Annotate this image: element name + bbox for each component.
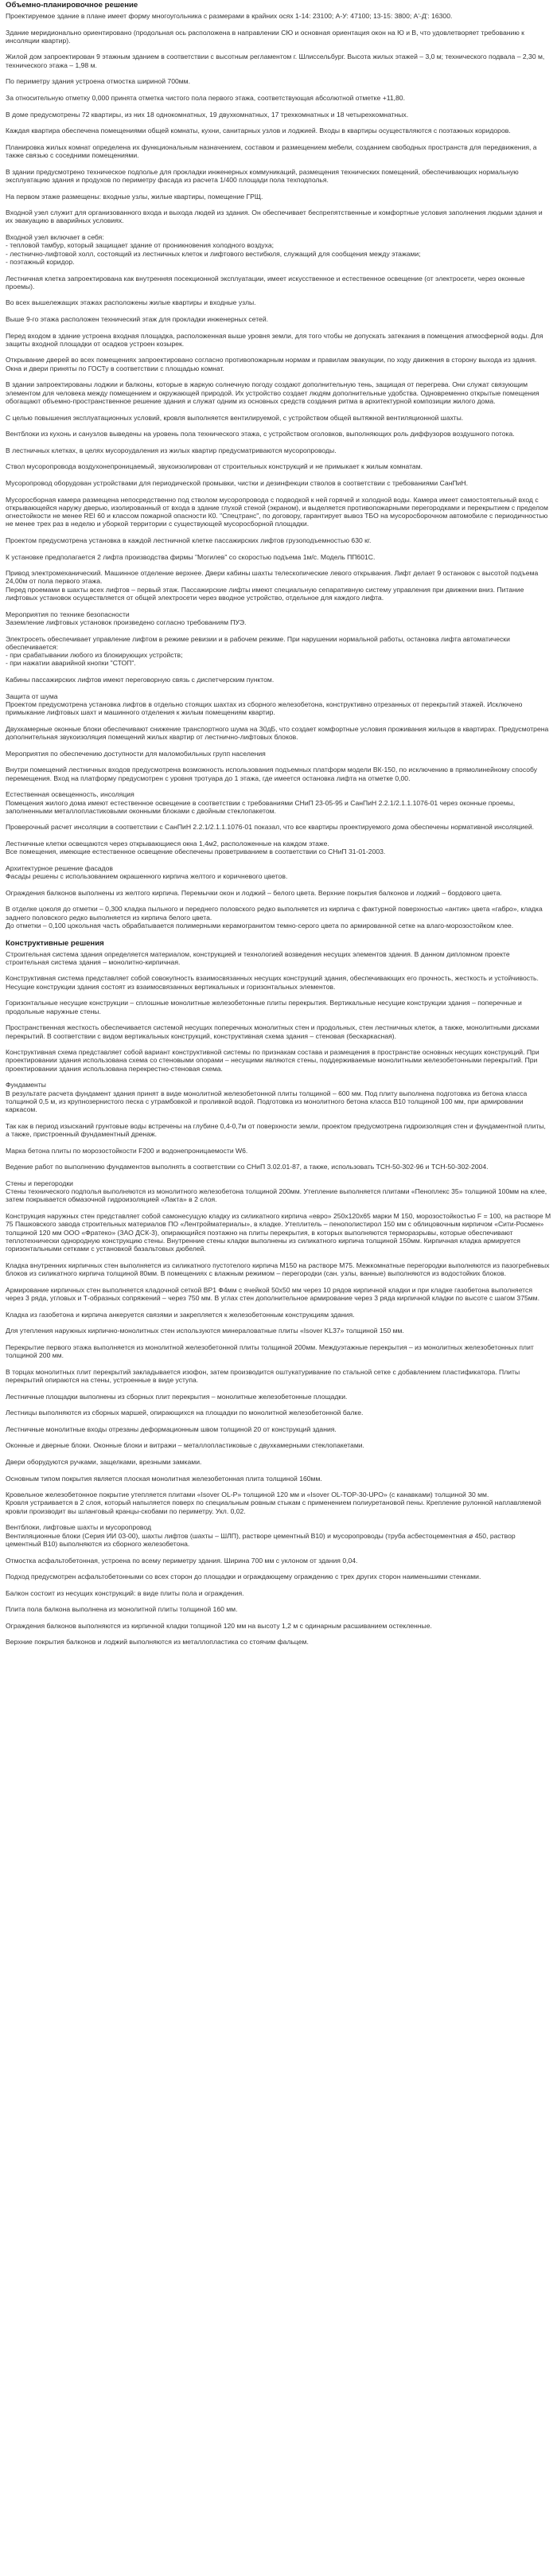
paragraph: Двухкамерные оконные блоки обеспечивают снижение транспортного шума на 30дБ, что создает комфортные условия проживания жильцов в квартирах. Предусмотрена дополнительная звукоизоляция помещений жилых квартир от лестнично-лифтовых блоков. xyxy=(6,724,549,742)
paragraph: В лестничных клетках, в целях мусороудаления из жилых квартир предусматриваются мусоропроводы. xyxy=(6,446,337,454)
paragraph: Оконные и дверные блоки. Оконные блоки и витражи – металлопластиковые с двухкамерными стеклопакетами. xyxy=(6,1441,364,1450)
paragraph: Лестницы выполняются из сборных маршей, опирающихся на площадки по монолитной железобетонной балке. xyxy=(6,1409,364,1417)
paragraph: Вентблоки из кухонь и санузлов выведены на уровень пола технического этажа, с устройством оголовков, выполняющих роль диффузоров воздушного потока. xyxy=(6,430,515,438)
section-structural-body xyxy=(6,950,551,1647)
section-structural xyxy=(6,938,551,1647)
paragraph: Строительная система здания определяется материалом, конструкцией и технологией возведения несущих элементов здания. В данном дипломном проекте строительная система здания – монолитно-кирпичная. xyxy=(6,949,510,966)
paragraph: Каждая квартира обеспечена помещениями общей комнаты, кухни, санитарных узлов и лоджией. Входы в квартиры осуществляются с поэтажных коридоров. xyxy=(6,127,511,135)
paragraph: В отделке цоколя до отметки – 0,300 кладка пыльного и переднего половского редко выполняется из кирпича с фактурной поверхностью «антик» цвета «габро», кладка заднего половского редко выполняется из кирпича белого цвета. До отметки – 0,100 цокольная часть обрабатывается полимерными керамогранитом темно-серого цвета по армированной сетке на влаго-морозостойком клее. xyxy=(6,905,543,929)
paragraph: Подход предусмотрен асфальтобетонными со всех сторон до площадки и ограждающему ограждению с трех других сторон наименьшими стенками. xyxy=(6,1572,481,1581)
section-title-structural: Конструктивные решения xyxy=(6,938,104,948)
paragraph: Кабины пассажирских лифтов имеют переговорную связь с диспетчерским пунктом. xyxy=(6,676,275,684)
paragraph: Выше 9-го этажа расположен технический этаж для прокладки инженерных сетей. xyxy=(6,314,269,323)
paragraph: Плита пола балкона выполнена из монолитной плиты толщиной 160 мм. xyxy=(6,1605,238,1614)
paragraph: Лестничные монолитные входы отрезаны деформационным швом толщиной 20 от конструкций здания. xyxy=(6,1424,337,1433)
paragraph: Стены и перегородки Стены технического подполья выполняются из монолитного железобетона толщиной 200мм. Утепление выполняется плитами «Пеноплекс 35» толщиной 100мм на клее, затем покрывается обмазочной гидроизоляцией «Лакта» в 2 слоя. xyxy=(6,1179,547,1204)
paragraph: Привод электромеханический. Машинное отделение верхнее. Двери кабины шахты телескопические левого открывания. Лифт делает 9 остановок с высотой подъема 24,00м от пола первого этажа. Перед проемами в шахты всех лифтов – первый этаж. Пассажирские лифты имеют специальную сепаративную систему управления при движении вниз. Питание лифтовых установок осуществляется от общей электросети через вводное устройство, отдельное для каждого лифта. xyxy=(6,569,539,602)
paragraph: Входной узел включает в себя: - тепловой тамбур, который защищает здание от проникновения холодного воздуха; - лестнично-лифтовой холл, состоящий из лестничных клеток и лифтового вестибюля, служащий для сообщения между этажами; - поэтажный коридор. xyxy=(6,233,421,266)
paragraph: Отмостка асфальтобетонная, устроена по всему периметру здания. Ширина 700 мм с уклоном от здания 0,04. xyxy=(6,1556,358,1565)
paragraph: Так как в период изысканий грунтовые воды встречены на глубине 0,4-0,7м от поверхности земли, проектом предусмотрена гидроизоляция стен и фундаментной плиты, а также, пристроенный фундаментный дренаж. xyxy=(6,1121,546,1139)
paragraph: Проектируемое здание в плане имеет форму многоугольника с размерами в крайних осях 1-14: 23100; А-У: 47100; 13-15: 3800; А'-Д': 16300. xyxy=(6,12,453,20)
paragraph: Армирование кирпичных стен выполняется кладочной сеткой ВР1 Ф4мм с ячейкой 50х50 мм через 10 рядов кирпичной кладки и при кладке газобетона выполняется через 3 ряда, угловых и Т-образных сопряжений – через 750 мм. В углах стен дополнительное армирование через 3 ряда кирпичной кладки по высоте с шагом 375мм. xyxy=(6,1285,539,1303)
paragraph: Защита от шума Проектом предусмотрена установка лифтов в отдельно стоящих шахтах из сборного железобетона, конструктивно отрезанных от перекрытий этажей. Исключено примыкание лифтовых шахт и машинного отделения к жилым помещениям квартир. xyxy=(6,692,523,717)
paragraph: В здании запроектированы лоджии и балконы, которые в жаркую солнечную погоду создают дополнительную тень, защищая от перегрева. Они служат связующим элементом для человека между помещением и окружающей природой. Их устройство создает людям дополнительные удобства. Одновременно открытые помещения обогащают объемно-пространственное решение здания и служат одним из основных средств создания ритма в архитектурной композиции жилого дома. xyxy=(6,380,539,405)
paragraph: Основным типом покрытия является плоская монолитная железобетонная плита толщиной 160мм. xyxy=(6,1474,322,1483)
paragraph: Ведение работ по выполнению фундаментов выполнять в соответствии со СНиП 3.02.01-87, а также, использовать ТСН-50-302-96 и ТСН-50-302-2004. xyxy=(6,1163,489,1171)
paragraph: Ограждения балконов выполнены из желтого кирпича. Перемычки окон и лоджий – белого цвета. Верхние покрытия балконов и лоджий – бордового цвета. xyxy=(6,888,502,897)
paragraph: Пространственная жесткость обеспечивается системой несущих поперечных монолитных стен и продольных, стен лестничных клеток, а также, монолитными дисками перекрытий. В соответствии с видом вертикальных конструкций, конструктивная схема здания – стеновая (бескаркасная). xyxy=(6,1023,539,1040)
paragraph: Фундаменты В результате расчета фундамент здания принят в виде монолитной железобетонной плиты толщиной – 600 мм. Под плиту выполнена подготовка из бетона класса толщиной 0,5 м, из крупнозернистого песка с утрамбовкой и проливкой водой. Подготовка из монолитного бетона класса В10 толщиной 100 мм, при армировании каркасом. xyxy=(6,1081,528,1114)
paragraph: Верхние покрытия балконов и лоджий выполняются из металлопластика со стоячим фальцем. xyxy=(6,1638,309,1647)
section-planning-body xyxy=(6,12,551,929)
paragraph: За относительную отметку 0,000 принята отметка чистого пола первого этажа, соответствующая абсолютной отметке +11,80. xyxy=(6,93,405,102)
paragraph: Мероприятия по технике безопасности Заземление лифтовых установок произведено согласно требованиям ПУЭ. xyxy=(6,610,247,626)
paragraph: В здании предусмотрено техническое подполье для прокладки инженерных коммуникаций, размещения технических помещений, обеспечивающих нормальную эксплуатацию здания и продухов по периметру фасада из расчета 1/400 площади пола техподполья. xyxy=(6,167,519,184)
paragraph: Открывание дверей во всех помещениях запроектировано согласно противопожарным нормам и правилам эвакуации, по ходу движения в сторону выхода из здания. Окна и двери приняты по ГОСТу в соответствии с площадью комнат. xyxy=(6,356,537,372)
paragraph: Лестничные клетки освещаются через открывающиеся окна 1,4м2, расположенные на каждом этаже. Все помещения, имеющие естественное освещение обеспечены проветриванием в соответствии со СНиП 31-01-2003. xyxy=(6,839,386,856)
paragraph: Конструкция наружных стен представляет собой самонесущую кладку из силикатного кирпича «евро» 250х120х65 марки М 150, морозостойкостью F = 100, на растворе М 75 Пашковского завода строительных материалов ПО «Лентройматериалы», в кладке. Утеплитель – пенополистирол 150 мм с облицовочным кирпичом «Сити-Росмен» толщиной 120 мм ООО «Фратеко» (ЗАО ДСК-3), опирающийся поэтажно на плиты перекрытия, в которых выполняются терморазрывы, которые обеспечивают теплотехнически однородную конструкцию стены. Внутренние стены кладки выполнены из силикатного кирпича толщиной 150мм. Кирпичная кладка армируется горизонтальными сетками с установкой базальтовых дюбелей. xyxy=(6,1212,551,1253)
paragraph: Конструктивная система представляет собой совокупность взаимосвязанных несущих конструкций здания, обеспечивающих его прочность, жесткость и устойчивость. Несущие конструкции здания состоят из взаимосвязанных вертикальных и горизонтальных элементов. xyxy=(6,974,539,991)
paragraph: Мусоросборная камера размещена непосредственно под стволом мусоропровода с подводкой к ней горячей и холодной воды. Камера имеет самостоятельный вход с открывающейся наружу дверью, изолированный от входа в здание глухой стеной (экраном), и выделяется противопожарными перегородками и перекрытием с пределом огнестойкости не менее REI 60 и классом пожарной опасности К0. "Спецтранс", по договору, гарантирует вывоз ТБО на мусоросборочном автомобиле с периодичностью не менее трех раз в неделю и уборкой территории с существующей мусоросборной площадки. xyxy=(6,495,548,528)
paragraph: На первом этаже размещены: входные узлы, жилые квартиры, помещение ГРЩ. xyxy=(6,192,263,201)
paragraph: С целью повышения эксплуатационных условий, кровля выполняется вентилируемой, с устройством общей вытяжной вентиляционной шахты. xyxy=(6,413,464,422)
paragraph: Кладка внутренних кирпичных стен выполняется из силикатного пустотелого кирпича М150 на растворе М75. Межкомнатные перегородки выполняются из пазогребневых блоков из силикатного кирпича толщиной 80мм. В помещениях с влажным режимом – перегородки (сан. узлы, ванные) выполняются из водостойких блоков. xyxy=(6,1261,550,1278)
paragraph: Архитектурное решение фасадов Фасады решены с использованием окрашенного кирпича желтого и коричневого цветов. xyxy=(6,863,288,881)
paragraph: Ограждения балконов выполняются из кирпичной кладки толщиной 120 мм на высоту 1,2 м с одинарным расшиванием остекленные. xyxy=(6,1621,432,1630)
paragraph: Мусоропровод оборудован устройствами для периодической промывки, чистки и дезинфекции стволов в соответствии с требованиями СанПиН. xyxy=(6,478,469,487)
paragraph: Лестничная клетка запроектирована как внутренняя посекционной эксплуатации, имеет искусственное и естественное освещение (от электросети, через оконные проемы). xyxy=(6,274,525,290)
paragraph: Во всех вышележащих этажах расположены жилые квартиры и входные узлы. xyxy=(6,298,256,307)
paragraph: Внутри помещений лестничных входов предусмотрена возможность использования подъемных платформ модели ВК-150, по исключению в прямолинейному способу перемещения. Вход на платформу предусмотрен с уровня тротуара до 1 этажа, где имеется остановка лифта на отметке 0,00. xyxy=(6,766,538,782)
paragraph: Перед входом в здание устроена входная площадка, расположенная выше уровня земли, для того чтобы не допускать затекания в помещения атмосферной воды. Для защиты входной площадки от осадков устроен козырек. xyxy=(6,331,543,348)
paragraph: В торцах монолитных плит перекрытий закладывается изофон, затем производится оштукатуривание по стальной сетке с добавлением пластификатора. Плиты перекрытий опираются на стены, устроенные в виде уступа. xyxy=(6,1367,520,1384)
section-planning xyxy=(6,0,551,929)
paragraph: Горизонтальные несущие конструкции – сплошные монолитные железобетонные плиты перекрытия. Вертикальные несущие конструкции здания – поперечные и продольные наружные стены. xyxy=(6,999,522,1015)
paragraph: Электросеть обеспечивает управление лифтом в режиме ревизии и в рабочем режиме. При нарушении нормальной работы, остановка лифта автоматически обеспечивается: - при срабатывании любого из блокирующих устройств; - при нажатии аварийной кнопки "СТОП". xyxy=(6,634,510,668)
paragraph: В доме предусмотрены 72 квартиры, из них 18 однокомнатных, 19 двухкомнатных, 17 трехкомнатных и 18 четырехкомнатных. xyxy=(6,110,409,119)
paragraph: Вентблоки, лифтовые шахты и мусоропровод Вентиляционные блоки (Серия ИИ 03-00), шахты лифтов (шахты – ШЛП), растворе цементный В10) и мусоропроводы (труба асбестоцементная ø 450, раствор цементный В10) выполняются из сборного железобетона. xyxy=(6,1523,516,1548)
paragraph: Для утепления наружных кирпично-монолитных стен используются минераловатные плиты «Isover KL37» толщиной 150 мм. xyxy=(6,1327,404,1335)
paragraph: Мероприятия по обеспечению доступности для маломобильных групп населения xyxy=(6,749,266,758)
paragraph: Жилой дом запроектирован 9 этажным зданием в соответствии с высотным регламентом г. Шлиссельбург. Высота жилых этажей – 3,0 м; технического подвала – 2,30 м, технического этажа – 1,98 м. xyxy=(6,53,545,69)
paragraph: По периметру здания устроена отмостка шириной 700мм. xyxy=(6,77,190,86)
paragraph: Балкон состоит из несущих конструкций: в виде плиты пола и ограждения. xyxy=(6,1588,244,1597)
paragraph: Лестничные площадки выполнены из сборных плит перекрытия – монолитные железобетонные площадки. xyxy=(6,1392,348,1401)
paragraph: Конструктивная схема представляет собой вариант конструктивной системы по признакам состава и размещения в пространстве основных несущих конструкций. При проектировании здания использована схема со стеновыми опорами – несущими являются стены, поддерживаемые монолитными железобетонными перекрытий. При проектировании здания использована перекрестно-стеновая схема. xyxy=(6,1048,539,1073)
paragraph: Планировка жилых комнат определена их функциональным назначением, составом и размещением мебели, созданием свободных пространств для передвижения, а также связью с соседними помещениями. xyxy=(6,142,537,160)
paragraph: Кладка из газобетона и кирпича анкеруется связями и закрепляется к железобетонным конструкциям здания. xyxy=(6,1310,355,1319)
paragraph: Естественная освещенность, инсоляция Помещения жилого дома имеют естественное освещение в соответствии с требованиями СНиП 23-05-95 и СанПиН 2.2.1/2.1.1.1076-01 через оконные проемы, заполненными металлопластиковыми оконными блоками с двойным стеклопакетом. xyxy=(6,790,516,815)
paragraph: Двери оборудуются ручками, защелками, врезными замками. xyxy=(6,1457,202,1466)
paragraph: Проектом предусмотрена установка в каждой лестничной клетке пассажирских лифтов грузоподъемностью 630 кг. xyxy=(6,536,372,544)
paragraph: К установке предполагается 2 лифта производства фирмы "Могилев" со скоростью подъема 1м/с. Модель ПП601С. xyxy=(6,552,376,561)
paragraph: Перекрытие первого этажа выполняется из монолитной железобетонной плиты толщиной 200мм. Междуэтажные перекрытия – из монолитных железобетонных плит толщиной 200 мм. xyxy=(6,1343,534,1360)
section-title-planning: Объемно-планировочное решение xyxy=(6,1,138,10)
paragraph: Марка бетона плиты по морозостойкости F200 и водонепроницаемости W6. xyxy=(6,1146,248,1155)
paragraph: Здание меридионально ориентировано (продольная ось расположена в направлении СЮ и основная ориентация окон на Ю и В, что удовлетворяет требованию к инсоляции квартир). xyxy=(6,28,524,45)
paragraph: Ствол мусоропровода воздухонепроницаемый, звукоизолирован от строительных конструкций и не примыкает к жилым комнатам. xyxy=(6,462,423,471)
paragraph: Входной узел служит для организованного входа и выхода людей из здания. Он обеспечивает беспрепятственные и комфортные условия заполнения людьми здания и их эвакуацию в аварийных условиях. xyxy=(6,208,543,225)
paragraph: Кровельное железобетонное покрытие утепляется плитами «Isover OL-P» толщиной 120 мм и «Isover OL-TOP-30-UPO» (с канавками) толщиной 30 мм. Кровля устраивается в 2 слоя, который напыляется поверх по специальным ровным стыкам с применением полиуретановой пены. Крепление рулонной наплавляемой кровли производит вы шланговый кранцы-скобами по периметру. Укл. 0,02. xyxy=(6,1491,542,1515)
paragraph: Проверочный расчет инсоляции в соответствии с СанПиН 2.2.1/2.1.1.1076-01 показал, что все квартиры проектируемого дома обеспечены нормативной инсоляцией. xyxy=(6,823,535,832)
